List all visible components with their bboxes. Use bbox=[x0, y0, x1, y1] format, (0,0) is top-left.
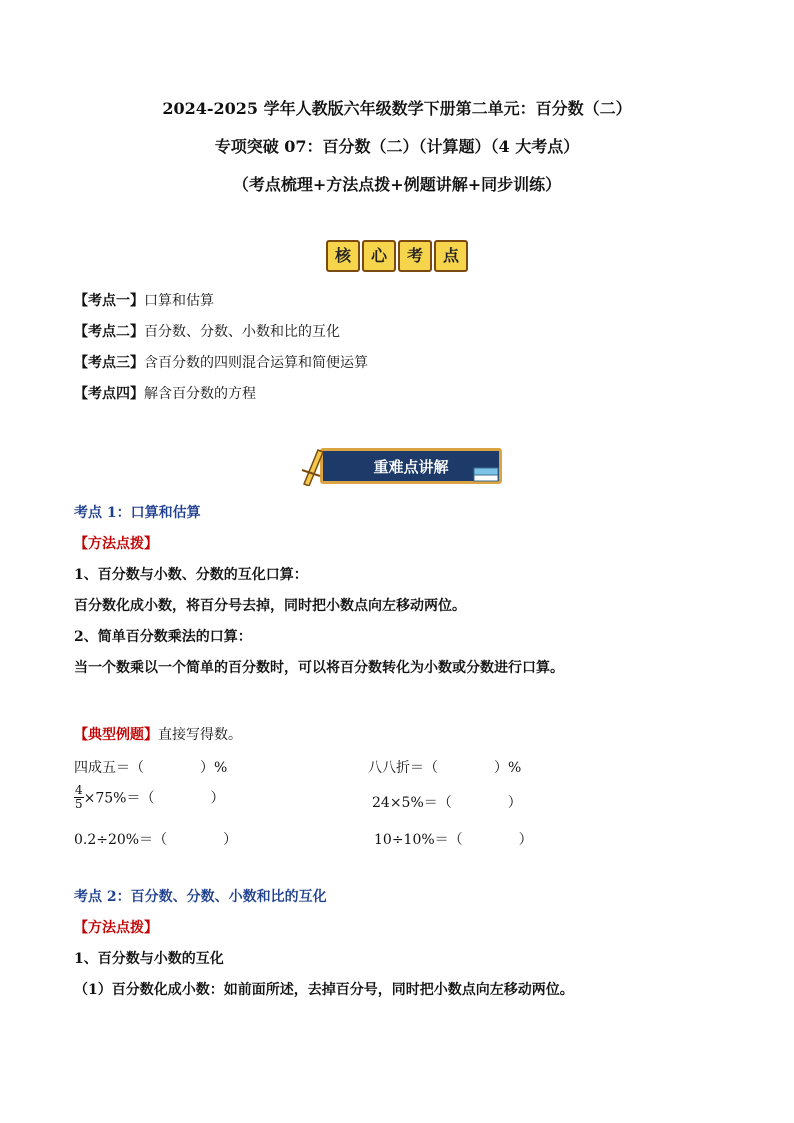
key-point-text: 解含百分数的方程 bbox=[144, 386, 256, 402]
problem-r2-left-rest: ×75%＝（ ） bbox=[83, 790, 225, 807]
doc-title-line3: （考点梳理+方法点拨+例题讲解+同步训练） bbox=[232, 175, 562, 194]
key-point-tag: 【考点四】 bbox=[74, 386, 144, 402]
fraction-denominator: 5 bbox=[75, 797, 83, 811]
core-points-badge bbox=[326, 240, 468, 274]
book-icon bbox=[472, 466, 502, 484]
key-point-tag: 【考点三】 bbox=[74, 355, 144, 371]
section1-heading: 考点 1：口算和估算 bbox=[74, 505, 201, 521]
problem-r2-left bbox=[74, 784, 225, 811]
problem-r3-left: 0.2÷20%＝（ ） bbox=[74, 832, 238, 848]
badge-char-3: 考 bbox=[398, 240, 432, 272]
section1-point1-body: 百分数化成小数，将百分号去掉，同时把小数点向左移动两位。 bbox=[74, 598, 466, 614]
key-point-4 bbox=[74, 383, 256, 403]
section2-point1-title: 1、百分数与小数的互化 bbox=[74, 951, 224, 967]
section1-point1-title: 1、百分数与小数、分数的互化口算： bbox=[74, 567, 308, 583]
key-difficulty-banner bbox=[300, 446, 500, 486]
problem-r1-left: 四成五＝（ ）% bbox=[74, 760, 228, 776]
section2-method-tag: 【方法点拨】 bbox=[74, 920, 158, 936]
badge-char-4: 点 bbox=[434, 240, 468, 272]
key-point-text: 百分数、分数、小数和比的互化 bbox=[144, 324, 340, 340]
ruler-pencil-icon bbox=[300, 446, 326, 486]
key-point-text: 含百分数的四则混合运算和简便运算 bbox=[144, 355, 368, 371]
banner-label: 重难点讲解 bbox=[373, 458, 449, 476]
example-instruction: 直接写得数。 bbox=[158, 727, 242, 743]
problem-r3-right: 10÷10%＝（ ） bbox=[374, 832, 533, 848]
example-line bbox=[74, 724, 242, 744]
example-tag: 【典型例题】 bbox=[74, 727, 158, 743]
section1-point2-title: 2、简单百分数乘法的口算： bbox=[74, 629, 252, 645]
problem-r2-right: 24×5%＝（ ） bbox=[372, 795, 522, 811]
doc-title-line1: 2024-2025 学年人教版六年级数学下册第二单元：百分数（二） bbox=[162, 99, 632, 118]
fraction bbox=[74, 784, 84, 811]
section1-method-tag: 【方法点拨】 bbox=[74, 536, 158, 552]
section1-point2-body: 当一个数乘以一个简单的百分数时，可以将百分数转化为小数或分数进行口算。 bbox=[74, 660, 564, 676]
fraction-numerator: 4 bbox=[75, 783, 83, 797]
section2-point1-body: （1）百分数化成小数：如前面所述，去掉百分号，同时把小数点向左移动两位。 bbox=[74, 982, 574, 998]
badge-char-1: 核 bbox=[326, 240, 360, 272]
key-point-tag: 【考点二】 bbox=[74, 324, 144, 340]
problem-r1-right: 八八折＝（ ）% bbox=[368, 760, 522, 776]
key-point-1 bbox=[74, 290, 214, 310]
key-point-text: 口算和估算 bbox=[144, 293, 214, 309]
doc-title-line2: 专项突破 07：百分数（二）（计算题）（4 大考点） bbox=[214, 137, 580, 156]
section2-heading: 考点 2：百分数、分数、小数和比的互化 bbox=[74, 889, 327, 905]
key-point-2 bbox=[74, 321, 340, 341]
key-point-tag: 【考点一】 bbox=[74, 293, 144, 309]
badge-char-2: 心 bbox=[362, 240, 396, 272]
key-point-3 bbox=[74, 352, 368, 372]
